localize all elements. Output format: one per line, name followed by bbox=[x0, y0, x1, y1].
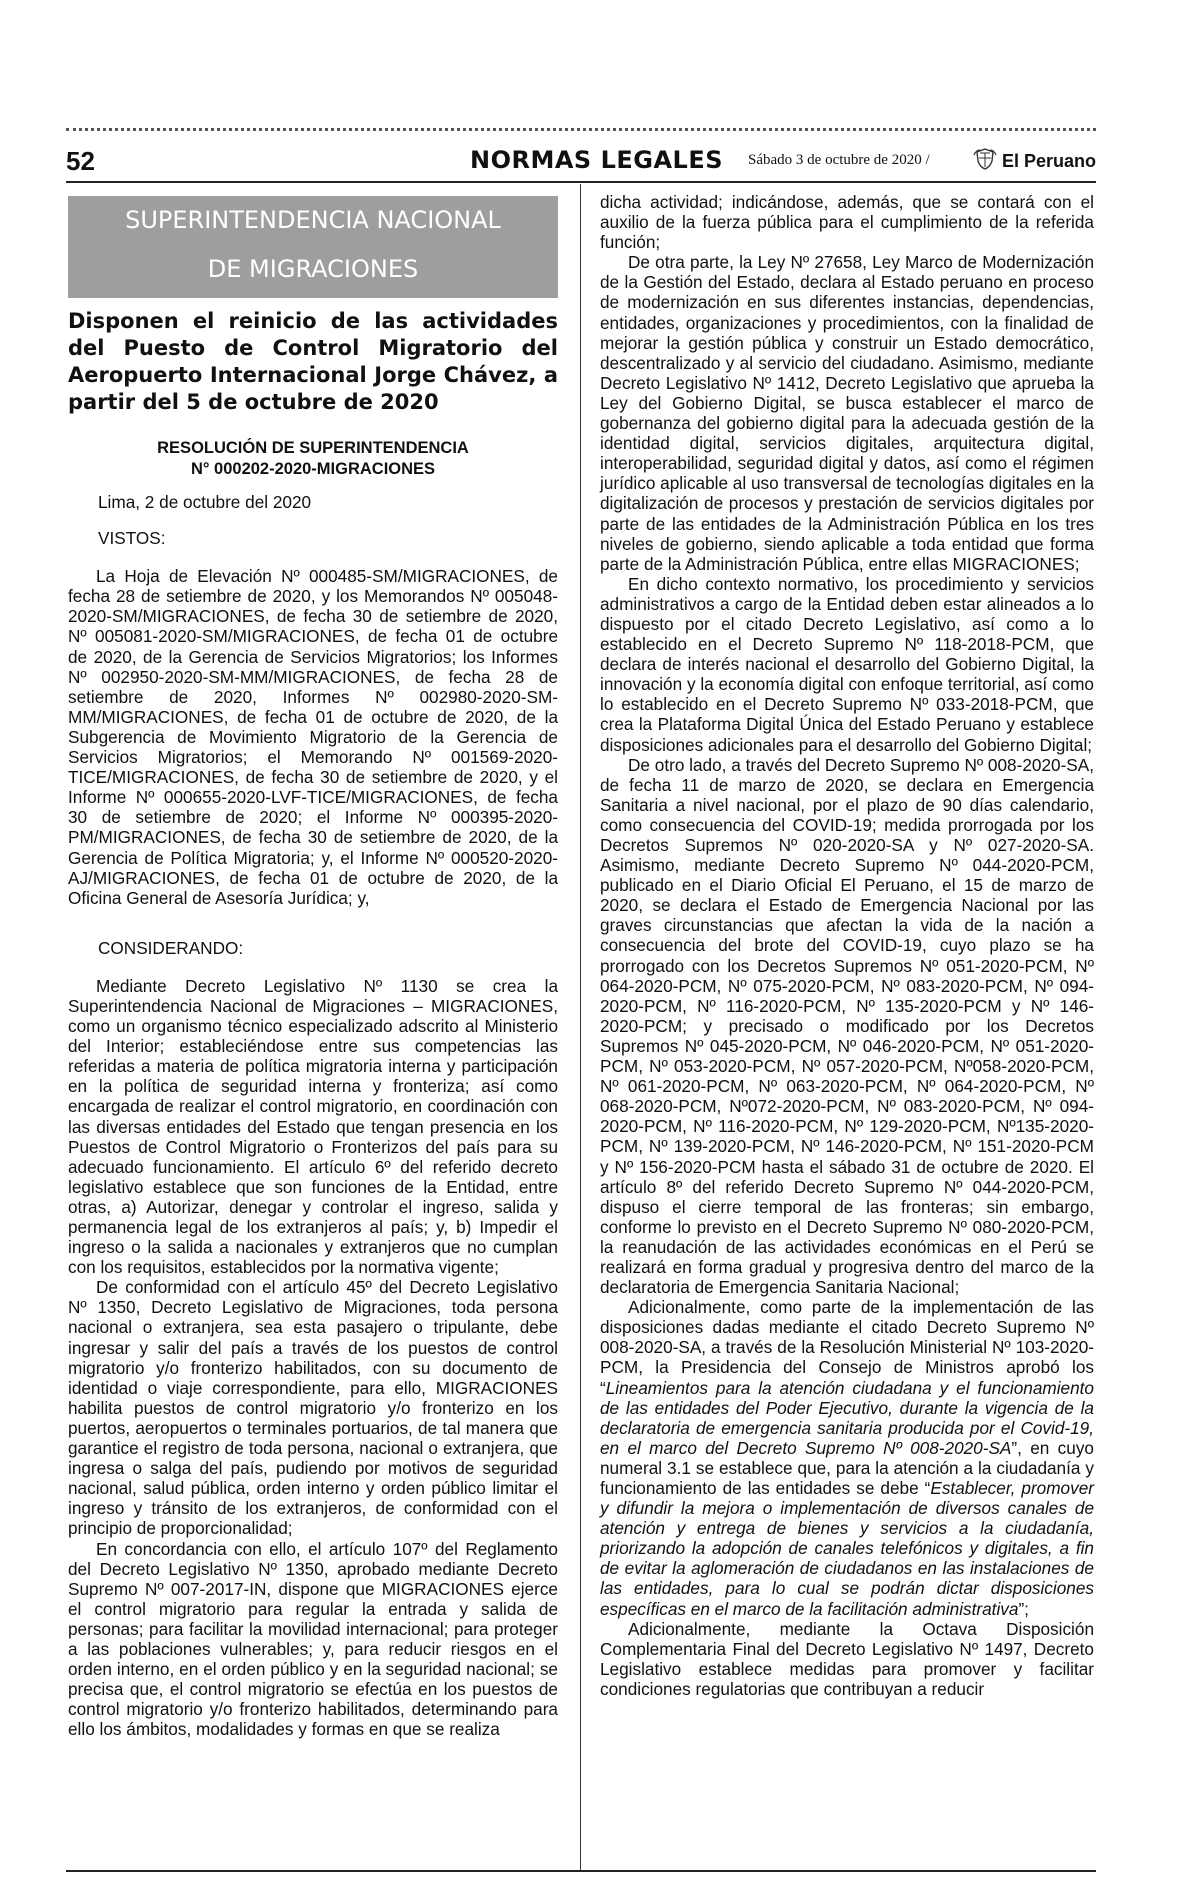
paragraph-4: De otra parte, la Ley Nº 27658, Ley Marco de Modernización de la Gestión del Estado, declara al Estado peruano en proceso de modernización en sus diferentes instancias, dependencias, entidades, organizaciones y procedimientos, con la finalidad de mejorar la gestión pública y construir un Estado democrático, descentralizado y al servicio del ciudadano. Asimismo, mediante Decreto Legislativo Nº 1412, Decreto Legislativo que aprueba la Ley del Gobierno Digital, se busca establecer el marco de gobernanza del gobierno digital para la adecuada gestión de la identidad digital, servicios digitales, arquitectura digital, interoperabilidad, seguridad digital y datos, así como el régimen jurídico aplicable al uso transversal de tecnologías digitales en la digitalización de procesos y prestación de servicios digitales por parte de las entidades de la Administración Pública en los tres niveles de gobierno, siendo aplicable a toda entidad que forma parte de la Administración Pública, entre ellas MIGRACIONES; bbox=[600, 252, 1094, 574]
paragraph-2: De conformidad con el artículo 45º del Decreto Legislativo Nº 1350, Decreto Legislativo de Migraciones, toda persona nacional o extranjera, sea esta pasajero o tripulante, debe ingresar y salir del país a través de los puestos de control migratorio y/o fronterizo habilitados, con su documento de identidad o viaje correspondiente, para ello, MIGRACIONES habilita puestos de control migratorio y/o fronterizo en los puertos, aeropuertos o terminales portuarios, de tal manera que garantice el registro de toda persona, nacional o extranjera, que ingresa o salga del país, pudiendo por motivos de seguridad nacional, salud pública, orden interno y orden público limitar el ingreso y tránsito de los extranjeros, de conformidad con el principio de proporcionalidad; bbox=[68, 1277, 558, 1539]
header-rule bbox=[66, 181, 1096, 183]
right-column bbox=[600, 192, 1094, 1699]
institution-line-2: DE MIGRACIONES bbox=[207, 255, 419, 283]
bottom-rule bbox=[66, 1870, 1096, 1872]
coat-of-arms-icon bbox=[972, 146, 998, 172]
place-date: Lima, 2 de octubre del 2020 bbox=[98, 492, 312, 512]
paragraph-3: En concordancia con ello, el artículo 107º del Reglamento del Decreto Legislativo Nº 1350, aprobado mediante Decreto Supremo Nº 007-2017-IN, dispone que MIGRACIONES ejerce el control migratorio para regular la entrada y salida de personas; para facilitar la movilidad internacional; para proteger a las poblaciones vulnerables; y, para reducir riesgos en el orden interno, en el orden público y en la seguridad nacional; se precisa que, el control migratorio se efectúa en los puestos de control migratorio y/o fronterizo habilitados, determinando para ello los ámbitos, modalidades y formas en que se realiza bbox=[68, 1538, 558, 1740]
institution-banner bbox=[68, 196, 558, 298]
vistos-paragraph: La Hoja de Elevación Nº 000485-SM/MIGRACIONES, de fecha 28 de setiembre de 2020, y los Memorandos Nº 005048-2020-SM/MIGRACIONES, de fecha 30 de setiembre de 2020, Nº 005081-2020-SM/MIGRACIONES, de fecha 01 de octubre de 2020, de la Gerencia de Servicios Migratorios; los Informes Nº 002950-2020-SM-MM/MIGRACIONES, de fecha 28 de setiembre de 2020, Informes Nº 002980-2020-SM-MM/MIGRACIONES, de fecha 01 de octubre de 2020, de la Subgerencia de Movimiento Migratorio de la Gerencia de Servicios Migratorios; el Memorando Nº 001569-2020-TICE/MIGRACIONES, de fecha 30 de setiembre de 2020, y el Informe Nº 000655-2020-LVF-TICE/MIGRACIONES, de fecha 30 de setiembre de 2020; el Informe Nº 000395-2020-PM/MIGRACIONES, de fecha 30 de setiembre de 2020, de la Gerencia de Política Migratoria; y, el Informe Nº 000520-2020-AJ/MIGRACIONES, de fecha 01 de octubre de 2020, de la Oficina General de Asesoría Jurídica; y, bbox=[68, 566, 558, 908]
section-title: NORMAS LEGALES bbox=[470, 146, 723, 174]
paragraph-7 bbox=[600, 1297, 1094, 1619]
paragraph-7-part-e: ”; bbox=[1018, 1598, 1029, 1619]
brand-name: El Peruano bbox=[1002, 151, 1097, 171]
resolution-line-2: N° 000202-2020-MIGRACIONES bbox=[190, 460, 436, 478]
article-headline: Disponen el reinicio de las actividades del Puesto de Control Migratorio del Aeropuerto Internacional Jorge Chávez, a partir del 5 de octubre de 2020 bbox=[68, 309, 558, 414]
paragraph-7-part-c: ”, en cuyo numeral 3.1 se establece que, para la atención a la ciudadanía y funcionamiento de las entidades se debe “ bbox=[600, 1437, 1094, 1498]
paragraph-5: En dicho contexto normativo, los procedimiento y servicios administrativos a cargo de la Entidad deben estar alineados a lo dispuesto por el citado Decreto Legislativo, así como a lo establecido en el Decreto Supremo Nº 118-2018-PCM, que declara de interés nacional el desarrollo del Gobierno Digital, la innovación y la economía digital con enfoque territorial, así como lo establecido en el Decreto Supremo Nº 033-2018-PCM, que crea la Plataforma Digital Única del Estado Peruano y establece disposiciones adicionales para el desarrollo del Gobierno Digital; bbox=[600, 573, 1094, 755]
quoted-guidelines-title: Lineamientos para la atención ciudadana y el funcionamiento de las entidades del Poder Ejecutivo, durante la vigencia de la declaratoria de emergencia sanitaria producida por el Covid-19, en el marco del Decreto Supremo Nº 008-2020-SA bbox=[600, 1377, 1094, 1458]
left-column bbox=[68, 492, 558, 1739]
page-number: 52 bbox=[66, 146, 95, 176]
paragraph-continued: dicha actividad; indicándose, además, que se contará con el auxilio de la fuerza pública para el cumplimiento de la referida función; bbox=[600, 192, 1094, 253]
column-divider bbox=[580, 184, 581, 1870]
quoted-guideline-text: Establecer, promover y difundir la mejora o implementación de diversos canales de atención y entrega de bienes y servicios a la ciudadanía, priorizando la adopción de canales telefónicos y digitales, a fin de evitar la aglomeración de ciudadanos en las instalaciones de las entidades, para lo cual se podrán dictar disposiciones específicas en el marco de la facilitación administrativa bbox=[600, 1478, 1094, 1619]
top-dotted-rule bbox=[66, 128, 1096, 131]
resolution-line-1: RESOLUCIÓN DE SUPERINTENDENCIA bbox=[157, 439, 469, 457]
paragraph-8: Adicionalmente, mediante la Octava Disposición Complementaria Final del Decreto Legislativo Nº 1497, Decreto Legislativo establece medidas para promover y facilitar condiciones regulatorias que contribuyan a reducir bbox=[600, 1618, 1094, 1699]
resolution-title bbox=[68, 438, 558, 480]
paragraph-1: Mediante Decreto Legislativo Nº 1130 se crea la Superintendencia Nacional de Migraciones – MIGRACIONES, como un organismo técnico especializado adscrito al Ministerio del Interior; estableciéndose entre sus competencias las referidas a materia de política migratoria interna y participación en la política de seguridad interna y fronteriza; así como encargada de realizar el control migratorio, en coordinación con las diversas entidades del Estado que tengan presencia en los Puestos de Control Migratorio o Fronterizos del país para su adecuado funcionamiento. El artículo 6º del referido decreto legislativo establece que son funciones de la Entidad, entre otras, a) Autorizar, denegar y controlar el ingreso, salida y permanencia legal de los extranjeros al país; y, b) Impedir el ingreso o la salida a nacionales y extranjeros que no cumplan con los requisitos, establecidos por la normativa vigente; bbox=[68, 975, 558, 1278]
paragraph-6: De otro lado, a través del Decreto Supremo Nº 008-2020-SA, de fecha 11 de marzo de 2020, se declara en Emergencia Sanitaria a nivel nacional, por el plazo de 90 días calendario, como consecuencia del COVID-19; medida prorrogada por los Decretos Supremos Nº 020-2020-SA y Nº 027-2020-SA. Asimismo, mediante Decreto Supremo Nº 044-2020-PCM, publicado en el Diario Oficial El Peruano, el 15 de marzo de 2020, se declara el Estado de Emergencia Nacional por las graves circunstancias que afectan la vida de la nación a consecuencia del brote del COVID-19, cuyo plazo se ha prorrogado con los Decretos Supremos Nº 051-2020-PCM, Nº 064-2020-PCM, Nº 075-2020-PCM, Nº 083-2020-PCM, Nº 094-2020-PCM, Nº 116-2020-PCM, Nº 135-2020-PCM y Nº 146-2020-PCM; y precisado o modificado por los Decretos Supremos Nº 045-2020-PCM, Nº 046-2020-PCM, Nº 051-2020-PCM, Nº 053-2020-PCM, Nº 057-2020-PCM, Nº058-2020-PCM, Nº 061-2020-PCM, Nº 063-2020-PCM, Nº 064-2020-PCM, Nº 068-2020-PCM, Nº072-2020-PCM, Nº 083-2020-PCM, Nº 094-2020-PCM, Nº 116-2020-PCM, Nº 129-2020-PCM, Nº135-2020-PCM, Nº 139-2020-PCM, Nº 146-2020-PCM, Nº 151-2020-PCM y Nº 156-2020-PCM hasta el sábado 31 de octubre de 2020. El artículo 8º del referido Decreto Supremo Nº 044-2020-PCM, dispuso el cierre temporal de las fronteras; sin embargo, conforme lo previsto en el Decreto Supremo Nº 080-2020-PCM, la reanudación de las actividades económicas en el Perú se realizará en forma gradual y progresiva dentro del marco de la declaratoria de Emergencia Sanitaria Nacional; bbox=[600, 754, 1094, 1298]
issue-date: Sábado 3 de octubre de 2020 / bbox=[748, 152, 930, 168]
institution-line-1: SUPERINTENDENCIA NACIONAL bbox=[125, 206, 501, 234]
considerando-label: CONSIDERANDO: bbox=[98, 937, 244, 958]
paragraph-7-part-a: Adicionalmente, como parte de la implementación de las disposiciones dadas mediante el citado Decreto Supremo Nº 008-2020-SA, a través de la Resolución Ministerial Nº 103-2020-PCM, la Presidencia del Consejo de Ministros aprobó los “ bbox=[600, 1297, 1094, 1398]
vistos-label: VISTOS: bbox=[98, 528, 166, 549]
